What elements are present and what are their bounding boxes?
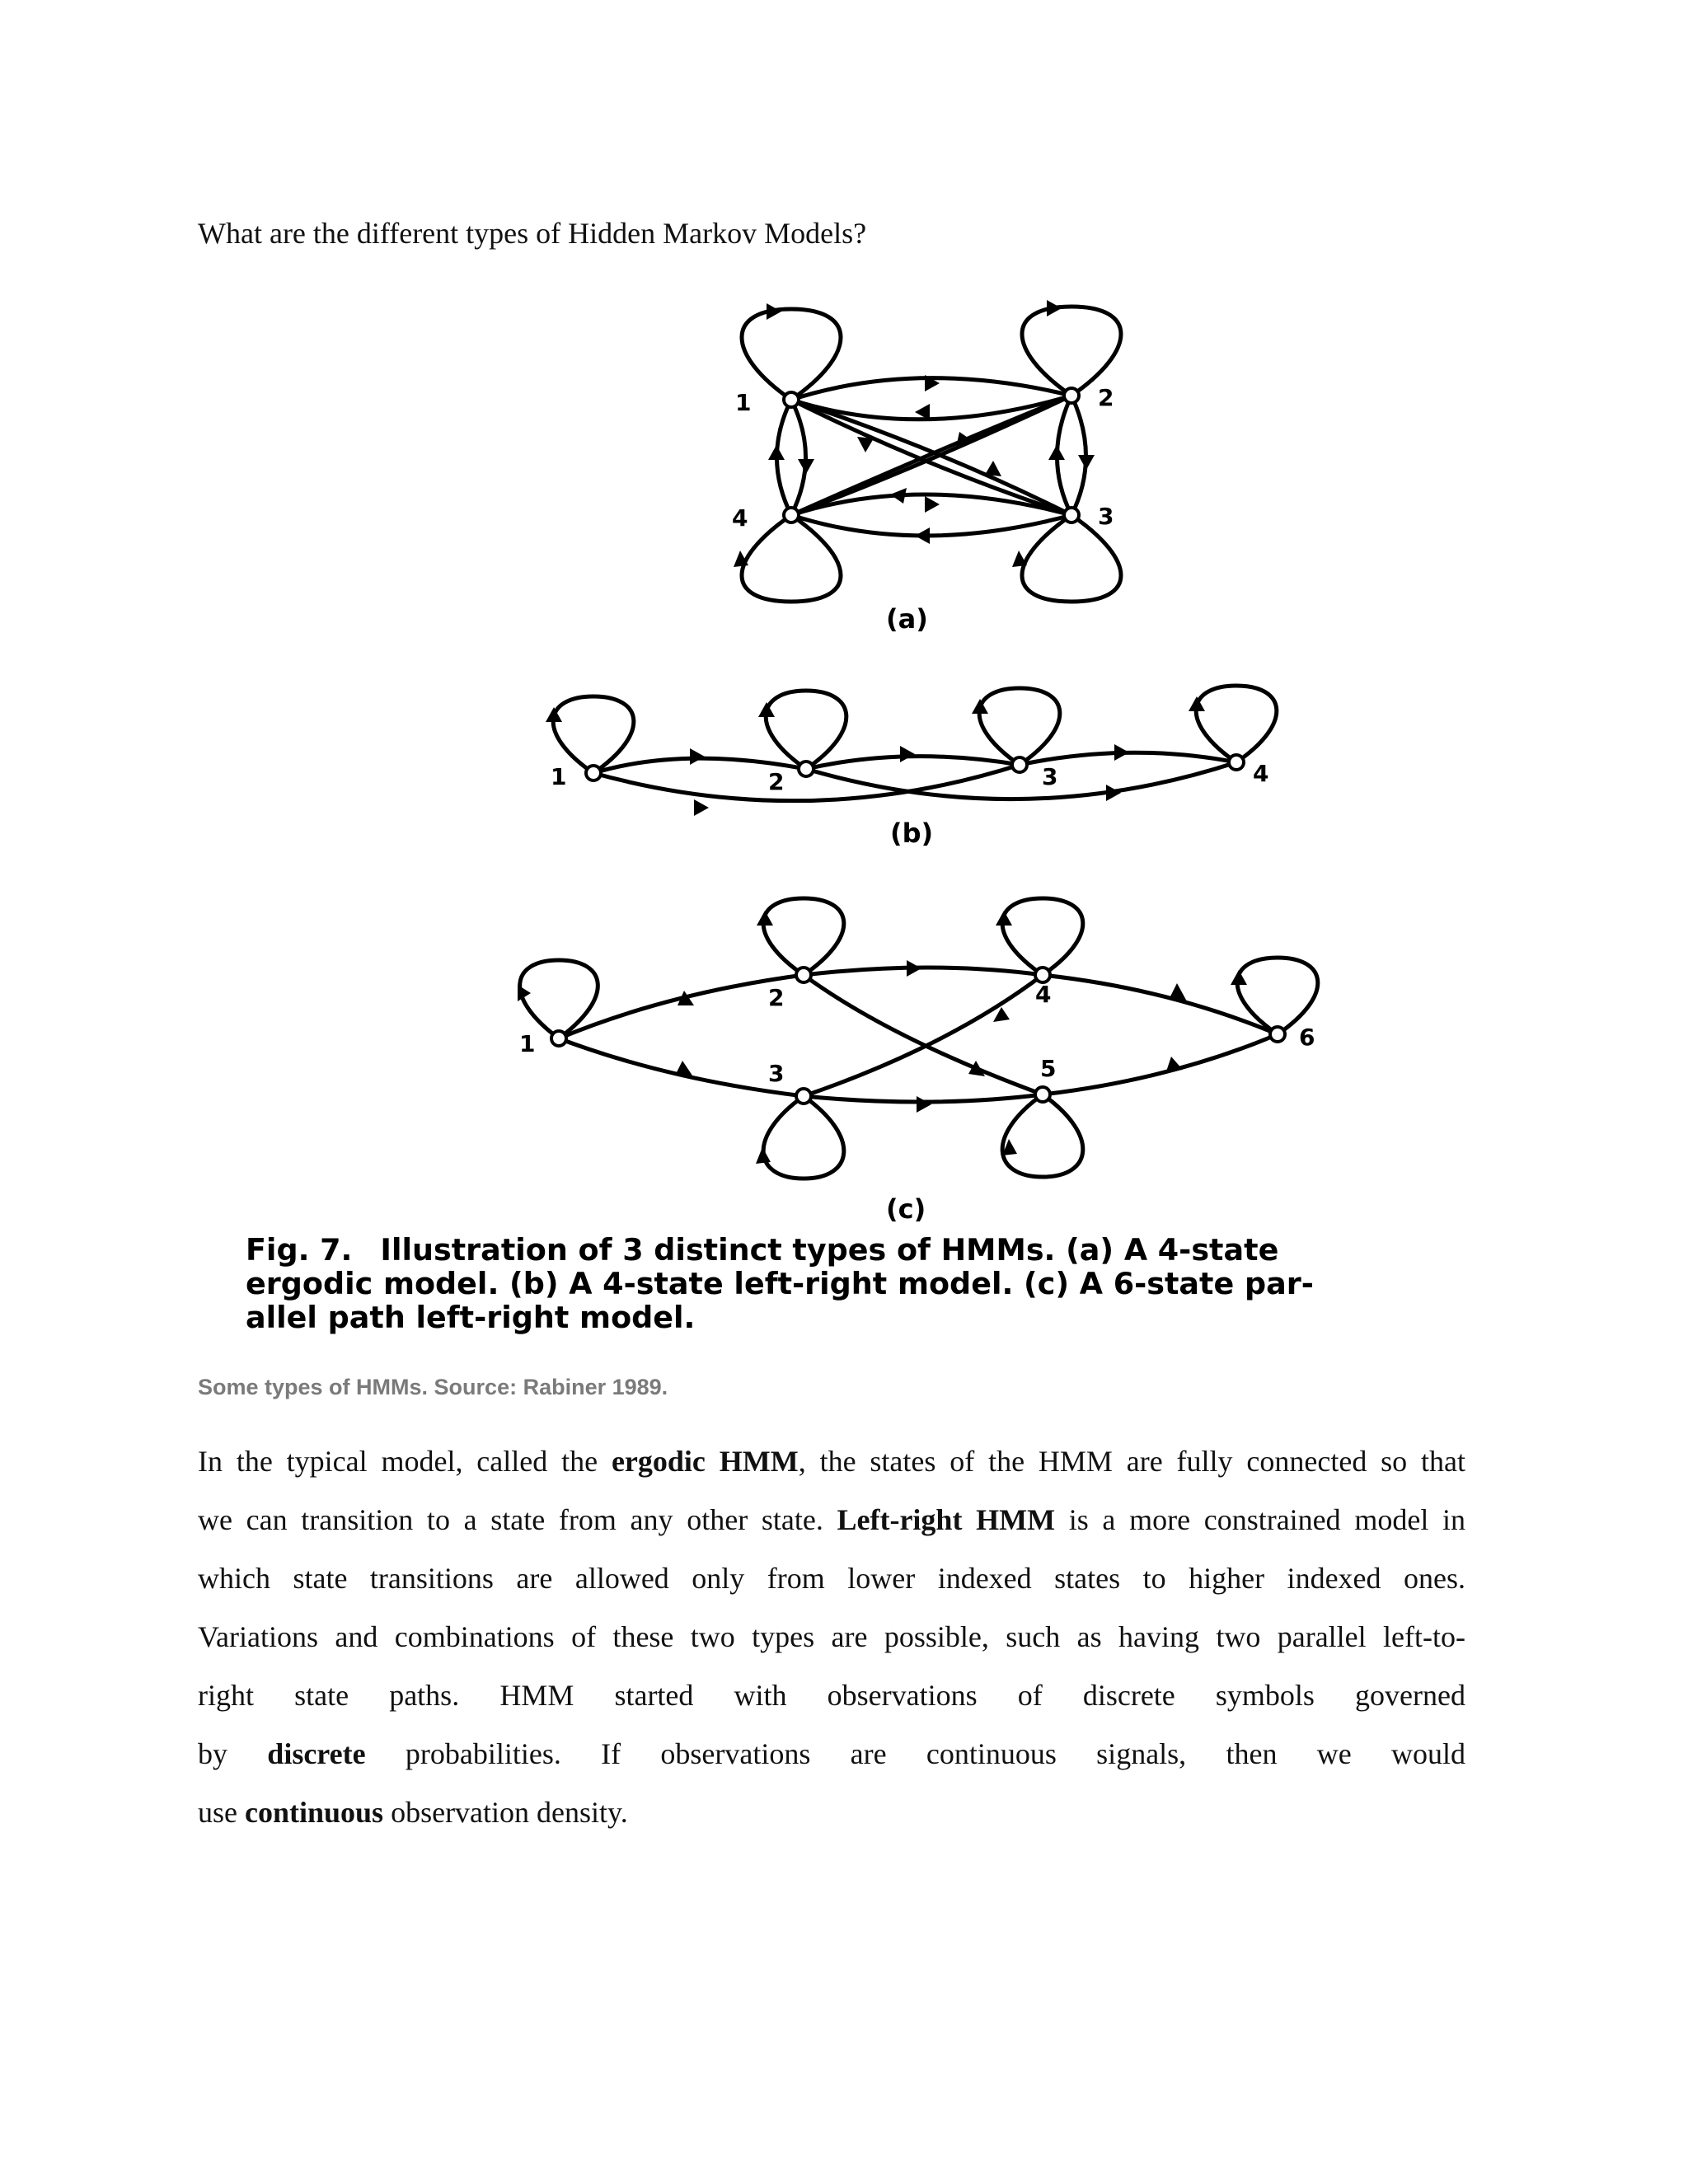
term-continuous: continuous <box>245 1796 384 1829</box>
text-run: we can transition to a state from any other state. <box>198 1503 837 1536</box>
paragraph-line-5: right state paths. HMM started with observations of discrete symbols governed <box>198 1679 1465 1712</box>
node-a-1 <box>784 392 799 407</box>
node-a-4 <box>784 508 799 523</box>
loop-b-4 <box>1196 686 1277 762</box>
edge-a-4-1 <box>791 400 806 515</box>
arrow-c-2-4 <box>907 960 921 977</box>
source-caption: Some types of HMMs. Source: Rabiner 1989. <box>198 1375 668 1399</box>
paragraph-line-7 <box>198 1783 1465 1842</box>
node-c-6 <box>1270 1027 1285 1042</box>
arrow-a-diag-1 <box>985 461 1001 476</box>
node-label-c-4: 4 <box>1035 981 1052 1008</box>
node-a-2 <box>1064 388 1079 403</box>
term-discrete: discrete <box>267 1737 366 1770</box>
node-a-3 <box>1064 508 1079 523</box>
term-left-right-hmm: Left-right HMM <box>837 1503 1056 1536</box>
node-b-3 <box>1012 757 1027 772</box>
edge-c-5-6 <box>1043 1034 1278 1094</box>
arrow-b-2-3 <box>900 746 915 762</box>
arrow-c-loop-2 <box>757 911 773 926</box>
arrow-a-loop-1 <box>767 303 781 320</box>
node-label-b-3: 3 <box>1042 763 1058 790</box>
loop-a-2 <box>1022 307 1121 396</box>
node-b-2 <box>799 762 814 776</box>
loop-b-2 <box>766 691 846 769</box>
node-label-b-2: 2 <box>768 768 785 795</box>
text-run: by <box>198 1737 268 1770</box>
arrow-a-1-4 <box>768 445 785 460</box>
paragraph-line-3: which state transitions are allowed only from lower indexed states to higher indexed ones. <box>198 1562 1465 1595</box>
arrow-a-3-4 <box>915 527 930 544</box>
figure-caption-text: Illustration of 3 distinct types of HMMs. (a) A 4-state ergodic model. (b) A 4-state left-right model. (c) A 6-state par- allel path left-right model. <box>246 1232 1314 1335</box>
loop-a-4 <box>742 515 841 602</box>
node-label-c-6: 6 <box>1299 1024 1315 1051</box>
arrow-b-1-2 <box>690 748 705 765</box>
node-b-4 <box>1229 755 1244 770</box>
node-label-b-1: 1 <box>551 763 567 790</box>
text-run: observation density. <box>383 1796 628 1829</box>
loop-b-1 <box>553 696 634 773</box>
paragraph-line-6 <box>198 1725 1465 1783</box>
arrow-c-loop-6 <box>1231 970 1247 985</box>
text-run: is a more constrained model in <box>1055 1503 1465 1536</box>
arrow-a-4-3 <box>925 496 940 513</box>
node-label-a-4: 4 <box>732 504 748 532</box>
loop-c-4 <box>1002 898 1083 975</box>
figure-number: Fig. 7. <box>246 1232 353 1268</box>
arrow-a-2-3 <box>1048 445 1065 460</box>
node-label-a-2: 2 <box>1098 384 1114 411</box>
arrow-c-3-5 <box>917 1096 931 1113</box>
node-c-3 <box>796 1089 811 1104</box>
diagram-a <box>732 300 1121 635</box>
arrow-c-loop-4 <box>996 911 1012 926</box>
text-run: In the typical model, called the <box>198 1445 612 1478</box>
edge-c-2-4 <box>804 968 1043 975</box>
arrow-a-diag-2 <box>857 437 874 452</box>
node-label-c-5: 5 <box>1040 1055 1057 1082</box>
node-label-b-4: 4 <box>1253 760 1269 787</box>
loop-b-3 <box>979 688 1060 765</box>
question-heading: What are the different types of Hidden Markov Models? <box>198 217 867 250</box>
paragraph-line-4: Variations and combinations of these two types are possible, such as having two parallel left-to- <box>198 1620 1465 1653</box>
subfigure-label-c: (c) <box>886 1193 926 1225</box>
arrow-a-diag-4 <box>890 488 907 504</box>
diagram-b <box>546 686 1277 849</box>
body-paragraph <box>198 1432 1465 1842</box>
node-label-a-3: 3 <box>1098 503 1114 530</box>
arrow-b-loop-2 <box>758 702 775 717</box>
paragraph-line-1 <box>198 1432 1465 1491</box>
text-run: , the states of the HMM are fully connected so that <box>798 1445 1466 1478</box>
node-label-c-2: 2 <box>768 984 785 1011</box>
node-label-c-3: 3 <box>768 1060 785 1087</box>
node-label-c-1: 1 <box>519 1030 536 1057</box>
arrow-b-1-3 <box>694 799 709 816</box>
loop-c-5 <box>1002 1094 1083 1177</box>
loop-a-1 <box>742 309 841 400</box>
edge-c-3-4 <box>804 975 1043 1096</box>
arrow-c-1-3 <box>676 1061 692 1076</box>
arrow-a-3-2 <box>1078 455 1095 470</box>
node-c-1 <box>551 1031 566 1046</box>
diagram-c <box>518 898 1318 1225</box>
subfigure-label-b: (b) <box>890 818 934 849</box>
term-ergodic-hmm: ergodic HMM <box>611 1445 799 1478</box>
edge-a-3-4 <box>791 515 1071 536</box>
arrow-c-loop-3 <box>756 1147 771 1164</box>
node-b-1 <box>586 766 601 780</box>
loop-c-3 <box>763 1096 844 1179</box>
figure-caption <box>246 1233 1475 1334</box>
paragraph-line-2 <box>198 1491 1465 1549</box>
arrow-a-loop-2 <box>1047 300 1062 316</box>
arrow-a-4-1 <box>798 459 814 474</box>
arrow-b-3-4 <box>1114 744 1129 761</box>
arrow-c-2-5 <box>968 1061 985 1076</box>
text-run: use <box>198 1796 245 1829</box>
subfigure-label-a: (a) <box>886 603 928 635</box>
node-c-2 <box>796 968 811 982</box>
edge-b-2-3 <box>806 757 1020 769</box>
loop-c-2 <box>763 898 844 975</box>
node-label-a-1: 1 <box>735 389 752 416</box>
node-c-5 <box>1035 1087 1050 1102</box>
arrow-c-5-6 <box>1166 1057 1183 1071</box>
text-run: probabilities. If observations are continuous signals, then we would <box>365 1737 1466 1770</box>
arrow-b-2-4 <box>1106 785 1121 801</box>
edge-c-2-5 <box>804 975 1043 1094</box>
edge-c-1-2 <box>559 975 804 1038</box>
